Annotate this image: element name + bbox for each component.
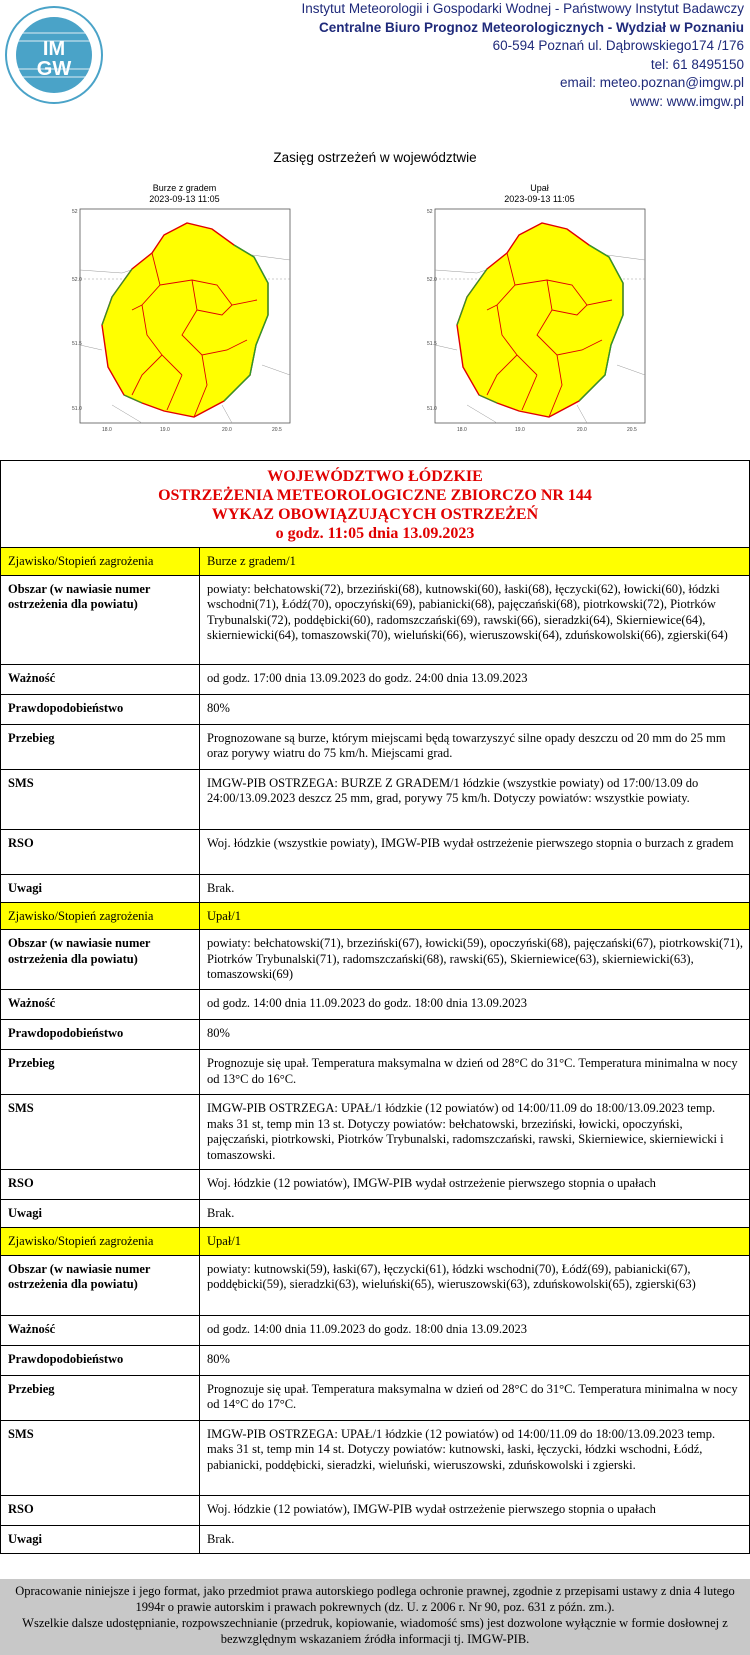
przebieg-value: Prognozowane są burze, którym miejscami będą towarzyszyć silne opady deszczu od 20 mm do 25 mm oraz porywy wiatru do 75 km/h. Miejscami grad. xyxy=(200,724,750,769)
table-row xyxy=(1,694,750,724)
tick-label: 51.5 xyxy=(427,341,437,347)
rso-value: Woj. łódzkie (12 powiatów), IMGW-PIB wydał ostrzeżenie pierwszego stopnia o upałach xyxy=(200,1495,750,1525)
table-row xyxy=(1,1050,750,1095)
tick-label: 52 xyxy=(72,209,78,215)
przebieg-value: Prognozuje się upał. Temperatura maksymalna w dzień od 28°C do 31°C. Temperatura minimalna w nocy od 14°C do 17°C. xyxy=(200,1375,750,1420)
sms-value: IMGW-PIB OSTRZEGA: BURZE Z GRADEM/1 łódzkie (wszystkie powiaty) od 17:00/13.09 do 24:00/13.09.2023 deszcz 25 mm, grad, porywy 75 km/h. Dotyczy powiatów: wszystkie powiaty. xyxy=(200,769,750,829)
table-row xyxy=(1,990,750,1020)
imgw-logo xyxy=(4,5,104,105)
label: Przebieg xyxy=(1,1050,200,1095)
svg-text:IM: IM xyxy=(42,38,66,60)
tick-label: 52.0 xyxy=(72,277,82,283)
zjawisko-value: Burze z gradem/1 xyxy=(200,548,750,576)
label: SMS xyxy=(1,1095,200,1170)
obszar-value: powiaty: kutnowski(59), łaski(67), łęczycki(61), łódzki wschodni(70), Łódź(69), pabianicki(67), poddębicki(59), sieradzki(63), wieluński(65), wieruszowski(63), zduńskowolski(65), zgierski(63) xyxy=(200,1255,750,1315)
map-datetime: 2023-09-13 11:05 xyxy=(149,194,220,204)
table-row xyxy=(1,874,750,902)
tick-label: 18.0 xyxy=(102,427,112,433)
table-row xyxy=(1,664,750,694)
rso-value: Woj. łódzkie (12 powiatów), IMGW-PIB wydał ostrzeżenie pierwszego stopnia o upałach xyxy=(200,1170,750,1200)
label: Prawdopodobieństwo xyxy=(1,1345,200,1375)
label: Zjawisko/Stopień zagrożenia xyxy=(1,548,200,576)
office-name: Centralne Biuro Prognoz Meteorologicznych - Wydział w Poznaniu xyxy=(318,19,744,35)
prawd-value: 80% xyxy=(200,694,750,724)
tick-label: 52 xyxy=(427,209,433,215)
tick-label: 20.5 xyxy=(627,427,637,433)
rso-value: Woj. łódzkie (wszystkie powiaty), IMGW-PIB wydał ostrzeżenie pierwszego stopnia o burzach z gradem xyxy=(200,829,750,874)
warnings-title xyxy=(1,461,750,548)
tick-label: 51.5 xyxy=(72,341,82,347)
table-row xyxy=(1,575,750,664)
warning-header-row xyxy=(1,902,750,930)
label: Zjawisko/Stopień zagrożenia xyxy=(1,1228,200,1256)
warnings-table xyxy=(0,460,750,1554)
table-row xyxy=(1,930,750,990)
table-row xyxy=(1,1095,750,1170)
label: Ważność xyxy=(1,664,200,694)
table-row xyxy=(1,829,750,874)
prawd-value: 80% xyxy=(200,1020,750,1050)
label: Uwagi xyxy=(1,874,200,902)
tick-label: 19.0 xyxy=(515,427,525,433)
table-row xyxy=(1,1170,750,1200)
tick-label: 51.0 xyxy=(427,406,437,412)
label: Uwagi xyxy=(1,1525,200,1553)
title-line: WOJEWÓDZTWO ŁÓDZKIE xyxy=(267,468,483,485)
label: Uwagi xyxy=(1,1200,200,1228)
table-row xyxy=(1,1255,750,1315)
svg-text:GW: GW xyxy=(36,58,72,80)
page-header xyxy=(0,0,750,130)
tick-label: 18.0 xyxy=(457,427,467,433)
map-upal xyxy=(427,183,652,440)
title-line: OSTRZEŻENIA METEOROLOGICZNE ZBIORCZO NR 144 xyxy=(158,487,592,504)
waznosc-value: od godz. 17:00 dnia 13.09.2023 do godz. 24:00 dnia 13.09.2023 xyxy=(200,664,750,694)
uwagi-value: Brak. xyxy=(200,874,750,902)
tick-label: 51.0 xyxy=(72,406,82,412)
waznosc-value: od godz. 14:00 dnia 11.09.2023 do godz. 18:00 dnia 13.09.2023 xyxy=(200,990,750,1020)
maps-section-title: Zasięg ostrzeżeń w województwie xyxy=(273,150,477,165)
label: Obszar (w nawiasie numer ostrzeżenia dla powiatu) xyxy=(1,575,200,664)
waznosc-value: od godz. 14:00 dnia 11.09.2023 do godz. 18:00 dnia 13.09.2023 xyxy=(200,1315,750,1345)
label: RSO xyxy=(1,1495,200,1525)
label: SMS xyxy=(1,769,200,829)
label: Ważność xyxy=(1,1315,200,1345)
label: Przebieg xyxy=(1,1375,200,1420)
map-graphic xyxy=(427,205,652,440)
obszar-value: powiaty: bełchatowski(72), brzeziński(68), kutnowski(60), łaski(68), łęczycki(62), łowicki(60), łódzki wschodni(71), Łódź(70), opoczyński(69), pabianicki(68), pajęczański(68), piotrkowski(72), Piotrków Trybunalski(72), poddębicki(60), radomszczański(69), rawski(66), sieradzki(64), Skierniewice(64), skierniewicki(64), tomaszowski(70), wieluński(66), wieruszowski(64), zduńskowolski(66), zgierski(64) xyxy=(200,575,750,664)
zjawisko-value: Upał/1 xyxy=(200,902,750,930)
uwagi-value: Brak. xyxy=(200,1200,750,1228)
label: Ważność xyxy=(1,990,200,1020)
table-row xyxy=(1,1315,750,1345)
website[interactable]: www: www.imgw.pl xyxy=(629,93,744,109)
label: RSO xyxy=(1,1170,200,1200)
tick-label: 52.0 xyxy=(427,277,437,283)
przebieg-value: Prognozuje się upał. Temperatura maksymalna w dzień od 28°C do 31°C. Temperatura minimalna w nocy od 13°C do 16°C. xyxy=(200,1050,750,1095)
table-row xyxy=(1,1375,750,1420)
prawd-value: 80% xyxy=(200,1345,750,1375)
table-row xyxy=(1,1345,750,1375)
uwagi-value: Brak. xyxy=(200,1525,750,1553)
table-row xyxy=(1,1020,750,1050)
label: Obszar (w nawiasie numer ostrzeżenia dla powiatu) xyxy=(1,930,200,990)
label: Obszar (w nawiasie numer ostrzeżenia dla powiatu) xyxy=(1,1255,200,1315)
tick-label: 19.0 xyxy=(160,427,170,433)
institute-info xyxy=(302,0,744,112)
copyright-footer xyxy=(0,1579,750,1655)
tick-label: 20.5 xyxy=(272,427,282,433)
copyright-text: Wszelkie dalsze udostępnianie, rozpowszechnianie (przedruk, kopiowanie, wiadomość sms) jest dozwolone wyłącznie w formie dosłownej z bezwzględnym wskazaniem źródła informacji tj. IMGW-PIB. xyxy=(22,1616,728,1646)
warning-header-row xyxy=(1,548,750,576)
obszar-value: powiaty: bełchatowski(71), brzeziński(67), łowicki(59), opoczyński(68), pajęczański(67), piotrkowski(71), Piotrków Trybunalski(71), radomszczański(68), rawski(65), Skierniewice(63), skierniewicki(63), tomaszowski(69) xyxy=(200,930,750,990)
title-line: o godz. 11:05 dnia 13.09.2023 xyxy=(275,525,475,542)
email[interactable]: email: meteo.poznan@imgw.pl xyxy=(559,75,744,91)
label: Zjawisko/Stopień zagrożenia xyxy=(1,902,200,930)
copyright-text: Opracowanie niniejsze i jego format, jako przedmiot prawa autorskiego podlega ochronie prawnej, zgodnie z przepisami ustawy z dnia 4 lutego 1994r o prawie autorskim i prawach pokrewnych (dz. U. z 2006 r. Nr 90, poz. 631 z późn. zm.). xyxy=(15,1584,735,1614)
map-title: Burze z gradem xyxy=(152,183,217,193)
map-graphic xyxy=(72,205,297,440)
table-row xyxy=(1,1420,750,1495)
label: Prawdopodobieństwo xyxy=(1,694,200,724)
map-datetime: 2023-09-13 11:05 xyxy=(504,194,575,204)
table-row xyxy=(1,1525,750,1553)
table-row xyxy=(1,1200,750,1228)
tick-label: 20.0 xyxy=(577,427,587,433)
phone: tel: 61 8495150 xyxy=(650,56,744,72)
institute-name: Instytut Meteorologii i Gospodarki Wodnej - Państwowy Instytut Badawczy xyxy=(301,1,744,16)
label: RSO xyxy=(1,829,200,874)
address: 60-594 Poznań ul. Dąbrowskiego174 /176 xyxy=(492,38,744,54)
label: SMS xyxy=(1,1420,200,1495)
map-title: Upał xyxy=(530,183,549,193)
sms-value: IMGW-PIB OSTRZEGA: UPAŁ/1 łódzkie (12 powiatów) od 14:00/11.09 do 18:00/13.09.2023 temp. maks 31 st, temp min 14 st. Dotyczy powiatów: kutnowski, łaski, łęczycki, łódzki wschodni, Łódź, pabianicki, poddębicki, sieradzki, wieluński, wieruszowski, zduńskowolski i zgierski. xyxy=(200,1420,750,1495)
label: Przebieg xyxy=(1,724,200,769)
warning-header-row xyxy=(1,1228,750,1256)
table-row xyxy=(1,769,750,829)
sms-value: IMGW-PIB OSTRZEGA: UPAŁ/1 łódzkie (12 powiatów) od 14:00/11.09 do 18:00/13.09.2023 temp. maks 31 st, temp min 13 st. Dotyczy powiatów: bełchatowski, brzeziński, łowicki, opoczyński, pajęczański, piotrkowski, Piotrków Trybunalski, radomszczański, rawski, Skierniewice, skierniewicki i tomaszowski. xyxy=(200,1095,750,1170)
table-row xyxy=(1,724,750,769)
title-row xyxy=(1,461,750,548)
table-row xyxy=(1,1495,750,1525)
map-burze xyxy=(72,183,297,440)
label: Prawdopodobieństwo xyxy=(1,1020,200,1050)
title-line: WYKAZ OBOWIĄZUJĄCYCH OSTRZEŻEŃ xyxy=(211,506,539,523)
zjawisko-value: Upał/1 xyxy=(200,1228,750,1256)
tick-label: 20.0 xyxy=(222,427,232,433)
